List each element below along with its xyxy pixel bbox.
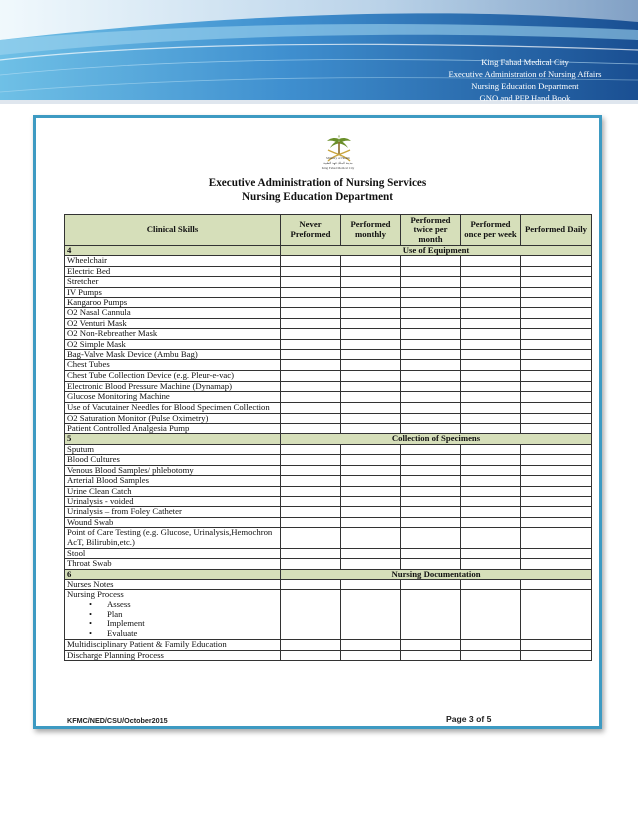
table-row [65,256,592,266]
table-row [65,590,592,640]
frequency-cell[interactable] [521,266,592,276]
frequency-cell[interactable] [341,559,401,569]
header-line-3: Nursing Education Department [471,81,579,91]
table-row [65,517,592,527]
skill-label: Use of Vacutainer Needles for Blood Specimen Collection [67,401,270,412]
frequency-cell[interactable] [461,476,521,486]
logo-caption-3: King Fahad Medical City [321,166,355,170]
frequency-cell[interactable] [521,455,592,465]
frequency-cell[interactable] [341,650,401,660]
frequency-cell[interactable] [521,277,592,287]
column-header-skill: Clinical Skills [65,215,281,246]
skill-label: Stretcher [67,276,99,287]
frequency-cell[interactable] [521,548,592,558]
frequency-cell[interactable] [401,370,461,381]
document-subtitle: Nursing Education Department [241,191,394,203]
section-number: 4 [65,246,281,256]
frequency-cell[interactable] [461,590,521,640]
frequency-cell[interactable] [341,579,401,589]
table-row [65,266,592,276]
frequency-cell[interactable] [341,548,401,558]
column-header-daily: Performed Daily [521,215,592,246]
frequency-cell[interactable] [401,639,461,650]
frequency-cell[interactable] [401,517,461,527]
frequency-cell[interactable] [341,507,401,517]
frequency-cell[interactable] [461,308,521,318]
skill-label: Urine Clean Catch [67,485,132,496]
skill-label: O2 Simple Mask [67,338,126,349]
frequency-cell[interactable] [281,424,341,434]
frequency-cell[interactable] [341,339,401,349]
section-number: 6 [65,569,281,579]
table-row [65,370,592,381]
frequency-cell[interactable] [461,277,521,287]
frequency-cell[interactable] [521,402,592,413]
skill-name [65,486,281,496]
skill-label: Nursing Process [67,589,124,600]
skill-name [65,639,281,650]
frequency-cell[interactable] [461,579,521,589]
frequency-cell[interactable] [461,360,521,370]
frequency-cell[interactable] [341,360,401,370]
table-row [65,507,592,517]
frequency-cell[interactable] [281,339,341,349]
frequency-cell[interactable] [281,465,341,475]
skill-label: Electronic Blood Pressure Machine (Dynamap) [67,380,233,391]
frequency-cell[interactable] [461,650,521,660]
frequency-cell[interactable] [521,590,592,640]
skill-name [65,277,281,287]
table-row [65,339,592,349]
skill-label: Urinalysis – from Foley Catheter [67,506,182,517]
table-row [65,496,592,506]
skill-label: Chest Tube Collection Device (e.g. Pleur-e-vac) [67,369,235,380]
frequency-cell[interactable] [461,318,521,328]
frequency-cell[interactable] [281,266,341,276]
table-row [65,350,592,360]
skill-label: Wound Swab [67,516,114,527]
frequency-cell[interactable] [461,517,521,527]
frequency-cell[interactable] [281,256,341,266]
frequency-cell[interactable] [521,329,592,339]
logo-caption-2: مدينة الملك فهد الطبية [323,161,353,165]
frequency-cell[interactable] [401,381,461,392]
header-banner [0,0,638,104]
frequency-cell[interactable] [281,350,341,360]
skill-label: Blood Cultures [67,454,120,465]
frequency-cell[interactable] [521,650,592,660]
skill-name [65,381,281,392]
skill-name [65,287,281,297]
frequency-cell[interactable] [341,402,401,413]
frequency-cell[interactable] [401,318,461,328]
skill-name [65,256,281,266]
frequency-cell[interactable] [401,402,461,413]
frequency-cell[interactable] [401,455,461,465]
frequency-cell[interactable] [281,370,341,381]
frequency-cell[interactable] [341,528,401,549]
table-row [65,444,592,454]
frequency-cell[interactable] [281,298,341,308]
frequency-cell[interactable] [461,639,521,650]
frequency-cell[interactable] [281,308,341,318]
table-row [65,277,592,287]
skill-name [65,476,281,486]
skill-name [65,329,281,339]
skill-label: Stool [67,547,86,558]
frequency-cell[interactable] [341,266,401,276]
frequency-cell[interactable] [401,444,461,454]
frequency-cell[interactable] [341,298,401,308]
frequency-cell[interactable] [461,465,521,475]
process-step: Assess [107,598,131,609]
frequency-cell[interactable] [521,559,592,569]
document-title: Executive Administration of Nursing Services [208,177,427,189]
frequency-cell[interactable] [401,486,461,496]
frequency-cell[interactable] [341,277,401,287]
frequency-cell[interactable] [521,528,592,549]
frequency-cell[interactable] [281,507,341,517]
frequency-cell[interactable] [401,256,461,266]
frequency-cell[interactable] [341,590,401,640]
skill-label: O2 Non-Rebreather Mask [67,328,158,339]
table-row [65,424,592,434]
table-row [65,402,592,413]
frequency-cell[interactable] [401,308,461,318]
frequency-cell[interactable] [461,507,521,517]
bullet-icon: • [89,628,93,639]
table-row [65,528,592,549]
column-header-never: Never Preformed [281,215,341,246]
frequency-cell[interactable] [461,266,521,276]
section-number: 5 [65,434,281,444]
frequency-cell[interactable] [461,339,521,349]
skill-name [65,590,281,640]
frequency-cell[interactable] [401,650,461,660]
section-title: Use of Equipment [281,246,592,256]
bullet-icon: • [89,608,93,619]
skill-name [65,266,281,276]
table-row [65,287,592,297]
frequency-cell[interactable] [461,256,521,266]
frequency-cell[interactable] [521,639,592,650]
frequency-cell[interactable] [521,339,592,349]
frequency-cell[interactable] [521,308,592,318]
skill-name [65,370,281,381]
frequency-cell[interactable] [281,318,341,328]
frequency-cell[interactable] [401,360,461,370]
skill-label: Venous Blood Samples/ phlebotomy [67,464,194,475]
skill-label: Glucose Monitoring Machine [67,391,170,402]
section-row-specimens [65,434,592,444]
section-title: Nursing Documentation [281,569,592,579]
frequency-cell[interactable] [341,486,401,496]
skill-name [65,318,281,328]
header-line-4: GNO and PFP Hand Book [479,93,571,103]
frequency-cell[interactable] [521,465,592,475]
table-row [65,381,592,392]
clinical-skills-table [64,214,592,661]
frequency-cell[interactable] [461,424,521,434]
frequency-cell[interactable] [341,318,401,328]
skill-label: Electric Bed [67,265,111,276]
skill-name [65,424,281,434]
frequency-cell[interactable] [461,381,521,392]
frequency-cell[interactable] [401,339,461,349]
table-row [65,486,592,496]
table-header-row [65,215,592,246]
frequency-cell[interactable] [401,287,461,297]
frequency-cell[interactable] [281,517,341,527]
frequency-cell[interactable] [461,548,521,558]
frequency-cell[interactable] [521,360,592,370]
table-row [65,329,592,339]
frequency-cell[interactable] [521,298,592,308]
skill-label: Urinalysis - voided [67,495,134,506]
frequency-cell[interactable] [401,476,461,486]
skill-label: IV Pumps [67,286,102,297]
skill-label: Bag-Valve Mask Device (Ambu Bag) [67,349,198,360]
frequency-cell[interactable] [281,548,341,558]
skill-name [65,308,281,318]
frequency-cell[interactable] [401,424,461,434]
skill-name [65,579,281,589]
skill-label: O2 Nasal Cannula [67,307,131,318]
column-header-twice: Performed twice per month [401,215,461,246]
frequency-cell[interactable] [521,413,592,423]
skill-name [65,465,281,475]
process-step: Evaluate [107,628,138,639]
header-line-1: King Fahad Medical City [481,57,569,67]
section-row-equipment [65,246,592,256]
frequency-cell[interactable] [401,507,461,517]
frequency-cell[interactable] [521,392,592,402]
frequency-cell[interactable] [281,402,341,413]
list-item [89,629,278,639]
frequency-cell[interactable] [521,424,592,434]
skill-name [65,360,281,370]
frequency-cell[interactable] [341,639,401,650]
frequency-cell[interactable] [461,350,521,360]
frequency-cell[interactable] [341,350,401,360]
frequency-cell[interactable] [461,298,521,308]
frequency-cell[interactable] [341,329,401,339]
frequency-cell[interactable] [521,318,592,328]
skill-name [65,528,281,549]
table-row [65,298,592,308]
frequency-cell[interactable] [521,517,592,527]
frequency-cell[interactable] [341,256,401,266]
frequency-cell[interactable] [521,370,592,381]
frequency-cell[interactable] [521,350,592,360]
skill-label: Throat Swab [67,558,112,569]
table-row [65,548,592,558]
section-row-documentation [65,569,592,579]
frequency-cell[interactable] [401,266,461,276]
frequency-cell[interactable] [401,350,461,360]
frequency-cell[interactable] [341,392,401,402]
frequency-cell[interactable] [281,381,341,392]
frequency-cell[interactable] [401,329,461,339]
skill-label: Multidisciplinary Patient & Family Education [67,638,227,649]
skill-label: Kangaroo Pumps [67,297,128,308]
frequency-cell[interactable] [461,444,521,454]
frequency-cell[interactable] [461,413,521,423]
section-title: Collection of Specimens [281,434,592,444]
skill-label: Arterial Blood Samples [67,475,150,486]
table-row [65,360,592,370]
skill-name [65,517,281,527]
frequency-cell[interactable] [521,486,592,496]
frequency-cell[interactable] [521,444,592,454]
skill-name [65,559,281,569]
table-body [65,246,592,661]
skill-name [65,298,281,308]
page-number: Page 3 of 5 [446,714,492,724]
skill-label: Chest Tubes [67,359,110,370]
frequency-cell[interactable] [461,329,521,339]
table-row [65,308,592,318]
table-row [65,639,592,650]
skill-label: O2 Saturation Monitor (Pulse Oximetry) [67,412,209,423]
skill-name [65,455,281,465]
frequency-cell[interactable] [521,256,592,266]
frequency-cell[interactable] [401,465,461,475]
skill-label: Discharge Planning Process [67,649,164,660]
frequency-cell[interactable] [281,287,341,297]
frequency-cell[interactable] [401,528,461,549]
table-row [65,579,592,589]
frequency-cell[interactable] [401,559,461,569]
frequency-cell[interactable] [281,559,341,569]
skill-name [65,402,281,413]
skill-name [65,507,281,517]
frequency-cell[interactable] [461,496,521,506]
skill-name [65,413,281,423]
frequency-cell[interactable] [521,381,592,392]
logo-caption-1: Ministry of Health [326,156,350,160]
frequency-cell[interactable] [281,496,341,506]
column-header-weekly: Performed once per week [461,215,521,246]
frequency-cell[interactable] [281,444,341,454]
frequency-cell[interactable] [521,476,592,486]
table-row [65,476,592,486]
skill-name [65,444,281,454]
frequency-cell[interactable] [521,287,592,297]
frequency-cell[interactable] [521,579,592,589]
frequency-cell[interactable] [401,579,461,589]
frequency-cell[interactable] [401,590,461,640]
frequency-cell[interactable] [341,308,401,318]
skill-label: Sputum [67,443,95,454]
table-row [65,559,592,569]
header-line-2: Executive Administration of Nursing Affairs [448,69,602,79]
frequency-cell[interactable] [461,392,521,402]
column-header-monthly: Performed monthly [341,215,401,246]
frequency-cell[interactable] [281,329,341,339]
frequency-cell[interactable] [281,413,341,423]
table-row [65,392,592,402]
frequency-cell[interactable] [401,392,461,402]
frequency-cell[interactable] [281,528,341,549]
frequency-cell[interactable] [461,370,521,381]
frequency-cell[interactable] [461,455,521,465]
frequency-cell[interactable] [341,444,401,454]
frequency-cell[interactable] [341,370,401,381]
frequency-cell[interactable] [281,360,341,370]
table-row [65,465,592,475]
table-row [65,455,592,465]
table-row [65,413,592,423]
skill-name [65,496,281,506]
frequency-cell[interactable] [281,455,341,465]
document-code: KFMC/NED/CSU/October2015 [67,716,168,725]
skill-label: Nurses Notes [67,578,114,589]
skill-name [65,339,281,349]
skill-name [65,548,281,558]
table-row [65,650,592,660]
frequency-cell[interactable] [461,486,521,496]
frequency-cell[interactable] [281,277,341,287]
process-step: Plan [107,608,123,619]
process-step: Implement [107,618,145,629]
header-info [430,56,620,104]
frequency-cell[interactable] [281,639,341,650]
document-frame [33,115,602,729]
frequency-cell[interactable] [461,528,521,549]
frequency-cell[interactable] [281,590,341,640]
frequency-cell[interactable] [341,496,401,506]
skill-label: O2 Venturi Mask [67,317,127,328]
frequency-cell[interactable] [461,287,521,297]
frequency-cell[interactable] [281,392,341,402]
frequency-cell[interactable] [461,559,521,569]
frequency-cell[interactable] [341,381,401,392]
frequency-cell[interactable] [281,650,341,660]
frequency-cell[interactable] [341,413,401,423]
skill-name [65,392,281,402]
frequency-cell[interactable] [401,298,461,308]
frequency-cell[interactable] [281,476,341,486]
frequency-cell[interactable] [461,402,521,413]
frequency-cell[interactable] [341,287,401,297]
frequency-cell[interactable] [281,579,341,589]
frequency-cell[interactable] [401,277,461,287]
bullet-icon: • [89,618,93,629]
frequency-cell[interactable] [401,496,461,506]
nursing-process-steps [67,600,278,639]
frequency-cell[interactable] [341,465,401,475]
frequency-cell[interactable] [341,517,401,527]
skill-name [65,350,281,360]
skill-label: Wheelchair [67,255,108,266]
frequency-cell[interactable] [341,476,401,486]
frequency-cell[interactable] [281,486,341,496]
frequency-cell[interactable] [341,455,401,465]
frequency-cell[interactable] [401,548,461,558]
frequency-cell[interactable] [521,507,592,517]
frequency-cell[interactable] [521,496,592,506]
skill-label: Point of Care Testing (e.g. Glucose, Urinalysis,Hemochron AcT, Bilirubin,etc.) [67,527,273,547]
frequency-cell[interactable] [401,413,461,423]
table-row [65,318,592,328]
bullet-icon: • [89,598,93,609]
frequency-cell[interactable] [341,424,401,434]
skill-name [65,650,281,660]
skill-label: Patient Controlled Analgesia Pump [67,423,190,434]
